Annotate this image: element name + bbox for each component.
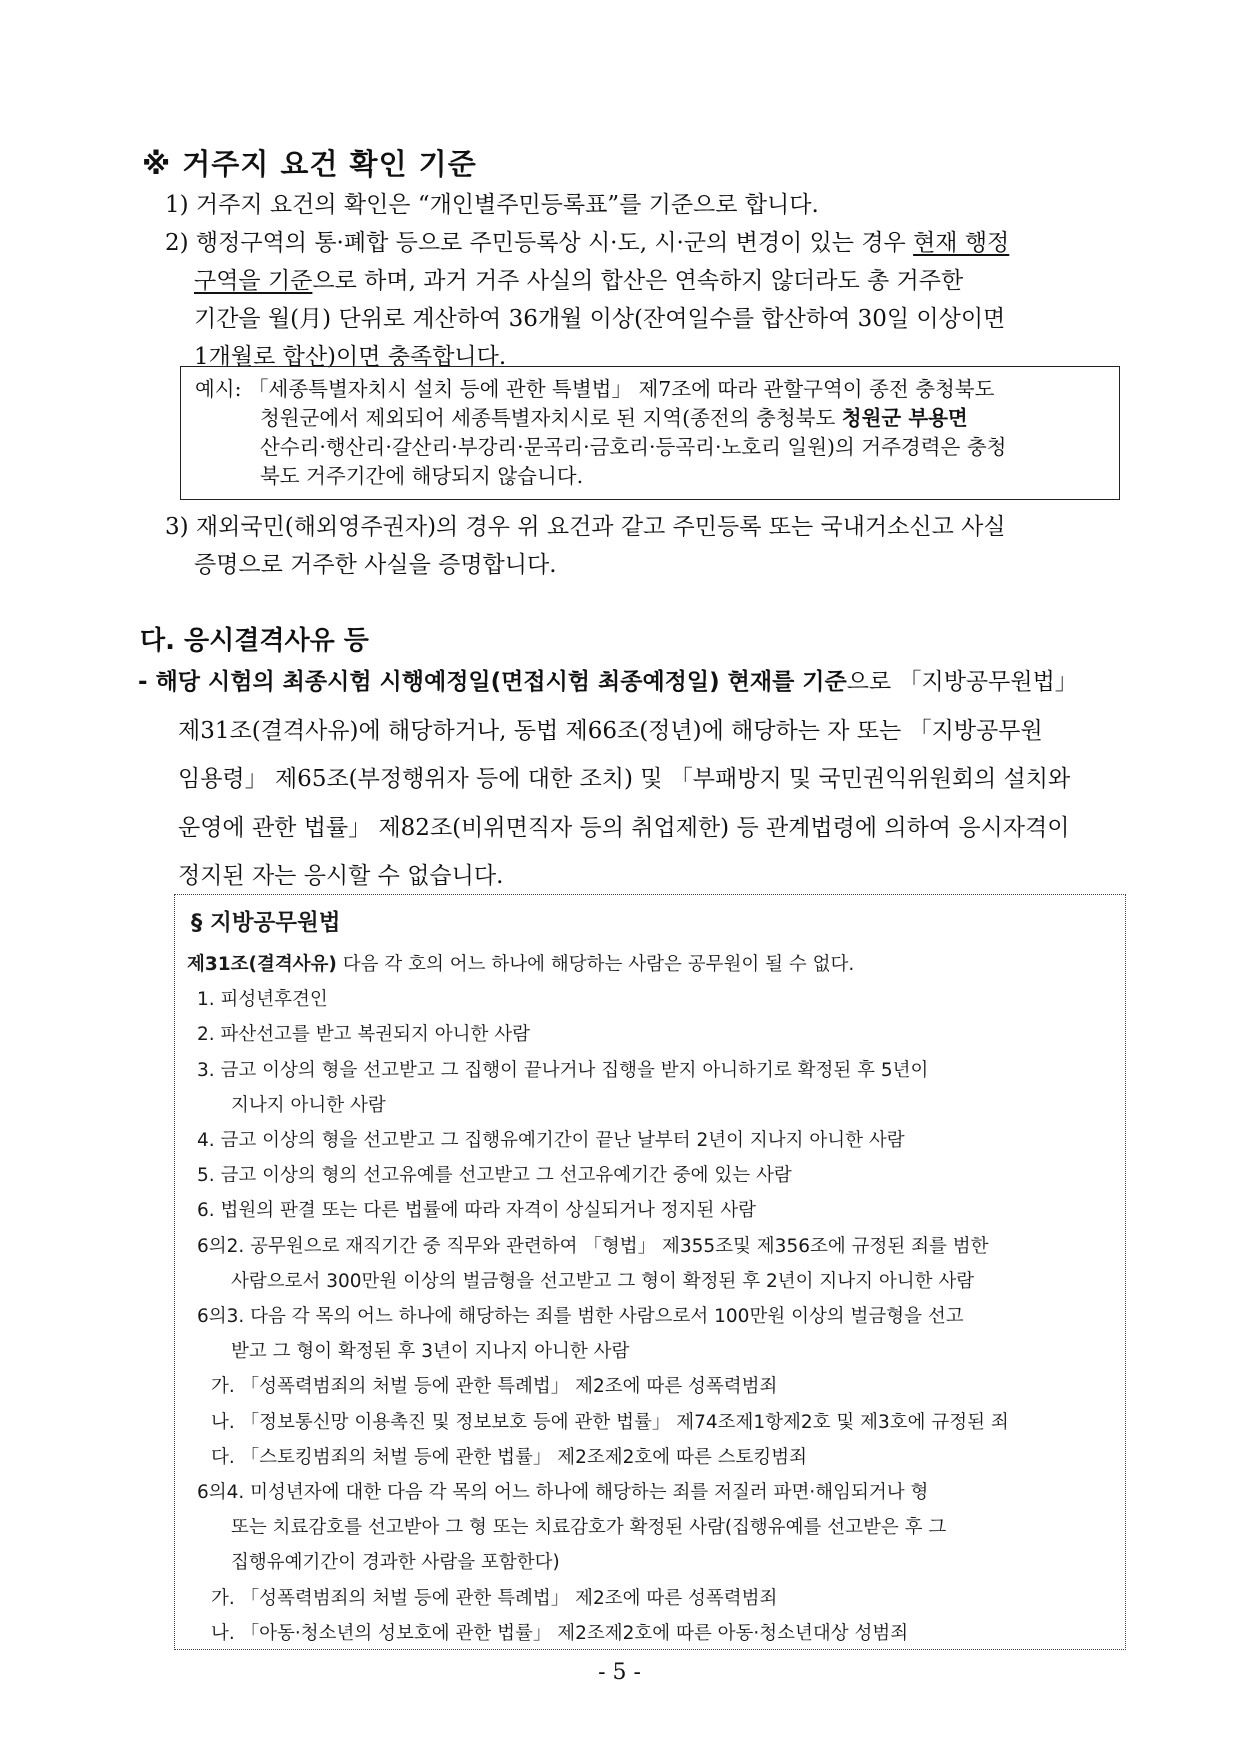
law-item-line: 다. 「스토킹범죄의 처벌 등에 관한 법률」 제2조제2호에 따른 스토킹범죄 (211, 1446, 807, 1468)
law-item-line: 3. 금고 이상의 형을 선고받고 그 집행이 끝나거나 집행을 받지 아니하기로 확정된 후 5년이 (197, 1059, 929, 1081)
residence-item-3-line2: 증명으로 거주한 사실을 증명합니다. (194, 552, 557, 578)
page-number: - 5 - (598, 1660, 641, 1685)
law-item-line: 6의2. 공무원으로 재직기간 중 직무와 관련하여 「형법」 제355조및 제356조에 규정된 죄를 범한 (197, 1235, 989, 1257)
disqualification-line-2: 제31조(결격사유)에 해당하거나, 동법 제66조(정년)에 해당하는 자 또는 「지방공무원 (178, 717, 1043, 744)
law-item-line: 6의3. 다음 각 목의 어느 하나에 해당하는 죄를 범한 사람으로서 100만원 이상의 벌금형을 선고 (197, 1306, 964, 1328)
law-excerpt-box (174, 894, 1126, 1650)
example-line-3: 산수리·행산리·갈산리·부강리·문곡리·금호리·등곡리·노호리 일원)의 거주경력은 충청 (260, 435, 1007, 459)
disqualification-line-4: 운영에 관한 법률」 제82조(비위면직자 등의 취업제한) 등 관계법령에 의하여 응시자격이 (178, 814, 1070, 841)
law-lines (187, 947, 1117, 1651)
law-item-line: 집행유예기간이 경과한 사람을 포함한다) (231, 1552, 560, 1574)
law-item-line: 6. 법원의 판결 또는 다른 법률에 따라 자격이 상실되거나 정지된 사람 (197, 1200, 756, 1222)
example-line-4: 북도 거주기간에 해당되지 않습니다. (260, 464, 584, 488)
law-item-line: 1. 피성년후견인 (197, 989, 328, 1011)
residence-item-3-line1: 3) 재외국민(해외영주권자)의 경우 위 요건과 같고 주민등록 또는 국내거소신고 사실 (165, 514, 1006, 540)
law-item-line: 또는 치료감호를 선고받아 그 형 또는 치료감호가 확정된 사람(집행유예를 선고받은 후 그 (231, 1517, 947, 1539)
example-line-1: 예시: 「세종특별자치시 설치 등에 관한 특별법」 제7조에 따라 관할구역이 종전 충청북도 (195, 377, 995, 401)
law-item-line: 6의4. 미성년자에 대한 다음 각 목의 어느 하나에 해당하는 죄를 저질러 파면·해임되거나 형 (197, 1482, 929, 1504)
law-item-line: 나. 「정보통신망 이용촉진 및 정보보호 등에 관한 법률」 제74조제1항제2호 및 제3호에 규정된 죄 (211, 1411, 1009, 1433)
law-item-line: 받고 그 형이 확정된 후 3년이 지나지 아니한 사람 (231, 1341, 630, 1363)
section-heading-residence: ※ 거주지 요건 확인 기준 (142, 147, 477, 181)
law-article-heading: 제31조(결격사유) 다음 각 호의 어느 하나에 해당하는 사람은 공무원이 될 수 없다. (187, 954, 855, 975)
disqualification-paragraph (138, 658, 1128, 901)
law-item-line: 가. 「성폭력범죄의 처벌 등에 관한 특례법」 제2조에 따른 성폭력범죄 (211, 1376, 778, 1398)
disqualification-line-3: 임용령」 제65조(부정행위자 등에 대한 조치) 및 「부패방지 및 국민권익위원회의 설치와 (178, 766, 1071, 792)
residence-item-2-line1: 2) 행정구역의 통·폐합 등으로 주민등록상 시·도, 시·군의 변경이 있는 경우 현재 행정 (165, 230, 1010, 256)
residence-item-2-line3: 기간을 월(月) 단위로 계산하여 36개월 이상(잔여일수를 합산하여 30일 이상이면 (194, 306, 1006, 332)
law-item-line: 나. 「아동·청소년의 성보호에 관한 법률」 제2조제2호에 따른 아동·청소년대상 성범죄 (211, 1622, 909, 1644)
law-item-line: 5. 금고 이상의 형의 선고유예를 선고받고 그 선고유예기간 중에 있는 사람 (197, 1165, 792, 1187)
residence-item-2-line2: 구역을 기준으로 하며, 과거 거주 사실의 합산은 연속하지 않더라도 총 거주한 (194, 268, 964, 294)
residence-item-2-line4: 1개월로 합산)이면 충족합니다. (194, 344, 507, 370)
law-title: § 지방공무원법 (191, 910, 341, 936)
law-item-line: 2. 파산선고를 받고 복권되지 아니한 사람 (197, 1024, 530, 1046)
law-item-line: 4. 금고 이상의 형을 선고받고 그 집행유예기간이 끝난 날부터 2년이 지나지 아니한 사람 (197, 1130, 905, 1152)
example-box (180, 366, 1120, 500)
law-item-line: 사람으로서 300만원 이상의 벌금형을 선고받고 그 형이 확정된 후 2년이 지나지 아니한 사람 (231, 1270, 975, 1292)
section-heading-disqualification: 다. 응시결격사유 등 (140, 626, 369, 656)
law-item-line: 가. 「성폭력범죄의 처벌 등에 관한 특례법」 제2조에 따른 성폭력범죄 (211, 1587, 778, 1609)
example-line-2: 청원군에서 제외되어 세종특별자치시로 된 지역(종전의 충청북도 청원군 부용면 (260, 406, 968, 430)
law-item-line: 지나지 아니한 사람 (231, 1094, 386, 1116)
disqualification-line-1: - 해당 시험의 최종시험 시행예정일(면접시험 최종예정일) 현재를 기준으로 「지방공무원법」 (138, 669, 1078, 695)
disqualification-line-5: 정지된 자는 응시할 수 없습니다. (178, 863, 504, 889)
residence-item-1: 1) 거주지 요건의 확인은 “개인별주민등록표”를 기준으로 합니다. (165, 192, 819, 218)
